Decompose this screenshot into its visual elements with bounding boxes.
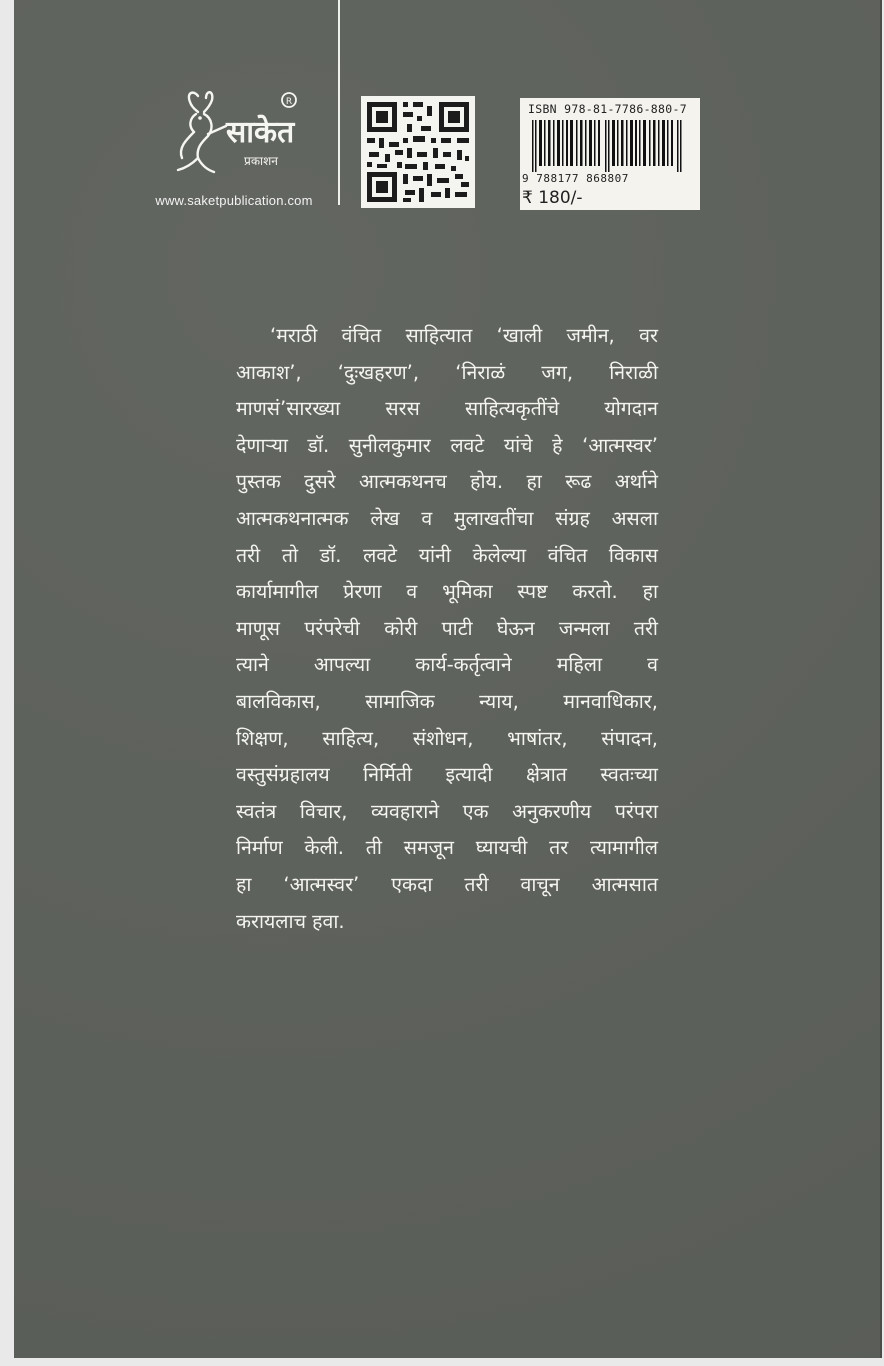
blurb-line: माणसं’सारख्या सरस साहित्यकृतींचे योगदान	[236, 397, 658, 421]
blurb-paragraph	[236, 318, 658, 940]
publisher-logo-text: साकेत	[226, 115, 295, 150]
vertical-divider	[338, 0, 340, 205]
blurb-line: स्वतंत्र विचार, व्यवहाराने एक अनुकरणीय परंपरा	[236, 799, 658, 823]
blurb-line: करायलाच हवा.	[236, 909, 345, 933]
blurb-line: कार्यामागील प्रेरणा व भूमिका स्पष्ट करतो. हा	[236, 580, 658, 604]
blurb-line: आत्मकथनात्मक लेख व मुलाखतींचा संग्रह असला	[236, 506, 658, 530]
qr-code	[361, 96, 475, 208]
blurb-line: पुस्तक दुसरे आत्मकथनच होय. हा रूढ अर्थाने	[236, 470, 658, 494]
barcode	[530, 120, 690, 172]
blurb-line: आकाश’, ‘दुःखहरण’, ‘निराळं जग, निराळी	[236, 360, 658, 384]
blurb-line: वस्तुसंग्रहालय निर्मिती इत्यादी क्षेत्रात स्वतःच्या	[236, 763, 658, 787]
publisher-logo-subtext: प्रकाशन	[244, 154, 278, 168]
publisher-website: www.saketpublication.com	[155, 193, 313, 208]
barcode-digits: 9 788177 868807	[522, 172, 629, 185]
svg-text:R: R	[285, 97, 293, 107]
publisher-block	[134, 88, 324, 208]
isbn-barcode-label	[520, 98, 700, 210]
isbn-number: ISBN 978-81-7786-880-7	[528, 102, 687, 116]
blurb-line: हा ‘आत्मस्वर’ एकदा तरी वाचून आत्मसात	[236, 872, 658, 896]
blurb-line: शिक्षण, साहित्य, संशोधन, भाषांतर, संपादन,	[236, 726, 658, 750]
price-label: ₹ 180/-	[522, 188, 583, 208]
blurb-line: देणाऱ्या डॉ. सुनीलकुमार लवटे यांचे हे ‘आत्मस्वर’	[236, 433, 658, 457]
blurb-line: ‘मराठी वंचित साहित्यात ‘खाली जमीन, वर	[270, 324, 658, 347]
blurb-line: बालविकास, सामाजिक न्याय, मानवाधिकार,	[236, 689, 658, 713]
blurb-line: माणूस परंपरेची कोरी पाटी घेऊन जन्मला तरी	[236, 616, 658, 640]
blurb-line: तरी तो डॉ. लवटे यांनी केलेल्या वंचित विकास	[236, 543, 658, 567]
blurb-line: निर्माण केली. ती समजून घ्यायची तर त्यामागील	[236, 836, 658, 860]
blurb-line: त्याने आपल्या कार्य-कर्तृत्वाने महिला व	[236, 653, 658, 677]
back-cover	[14, 0, 882, 1358]
